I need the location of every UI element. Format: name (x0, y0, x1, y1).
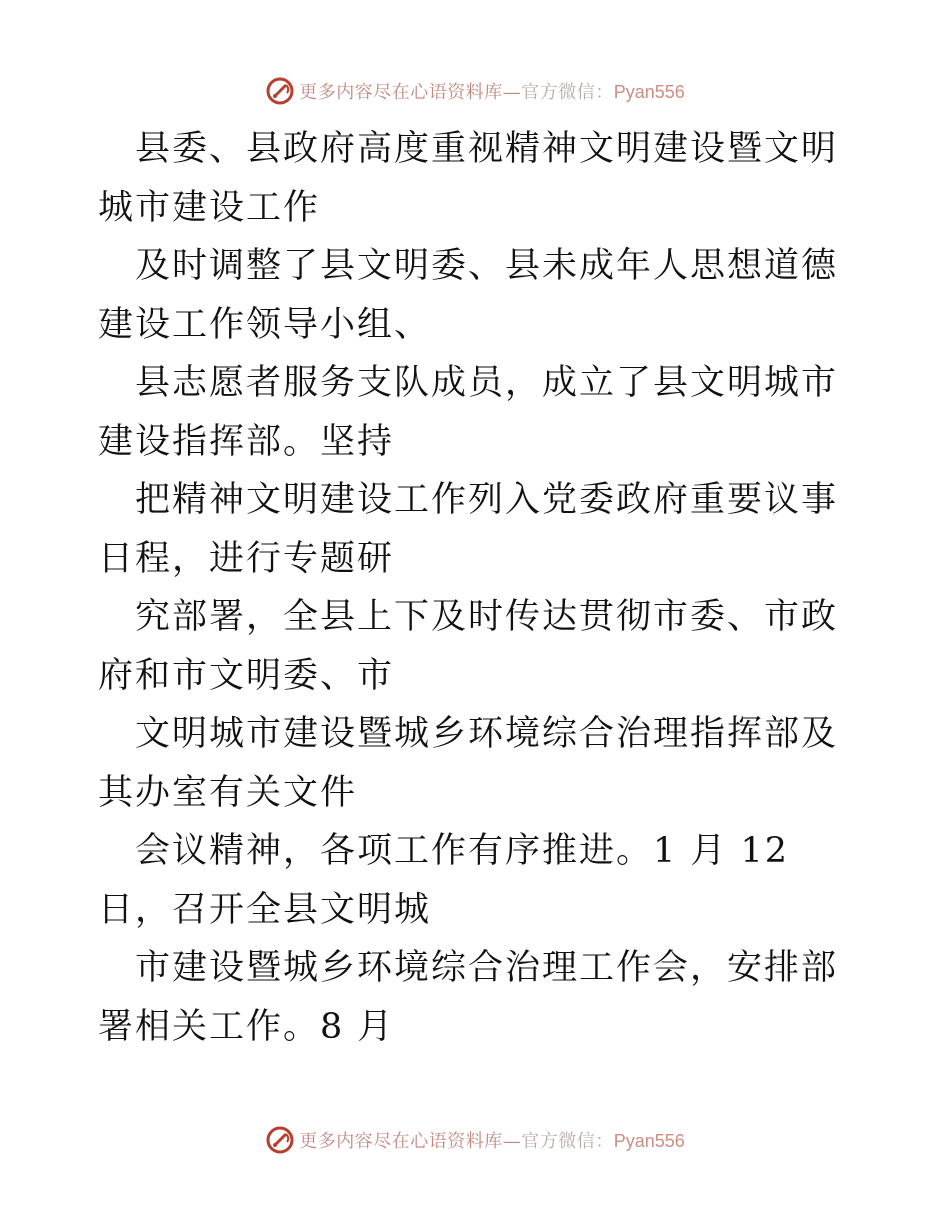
banner-text (299, 1127, 685, 1153)
paragraph: 市建设暨城乡环境综合治理工作会，安排部署相关工作。8 月 (98, 948, 839, 1047)
paragraph: 及时调整了县文明委、县未成年人思想道德建设工作领导小组、 (98, 246, 839, 345)
banner-text (299, 78, 685, 104)
document-body (98, 120, 858, 1056)
paragraph: 究部署，全县上下及时传达贯彻市委、市政府和市文明委、市 (98, 597, 839, 696)
feather-pen-logo-icon (265, 1125, 295, 1155)
banner-wechat-id: Pyan556 (613, 82, 685, 102)
banner-site-name: 更多内容尽在心语资料库 (299, 1131, 503, 1152)
paragraph: 县委、县政府高度重视精神文明建设暨文明城市建设工作 (98, 129, 839, 228)
feather-pen-logo-icon (265, 76, 295, 106)
banner-wechat-label: 官方微信： (521, 82, 614, 103)
footer-banner (0, 1120, 950, 1160)
paragraph: 把精神文明建设工作列入党委政府重要议事日程，进行专题研 (98, 480, 839, 579)
paragraph: 县志愿者服务支队成员，成立了县文明城市建设指挥部。坚持 (98, 363, 839, 462)
banner-wechat-id: Pyan556 (613, 1131, 685, 1151)
banner-wechat-label: 官方微信： (521, 1131, 614, 1152)
paragraph: 会议精神，各项工作有序推进。1 月 12 日，召开全县文明城 (98, 831, 790, 930)
banner-dash: — (502, 1131, 522, 1152)
header-banner (0, 71, 950, 111)
paragraph: 文明城市建设暨城乡环境综合治理指挥部及其办室有关文件 (98, 714, 839, 813)
banner-dash: — (502, 82, 522, 103)
banner-site-name: 更多内容尽在心语资料库 (299, 82, 503, 103)
